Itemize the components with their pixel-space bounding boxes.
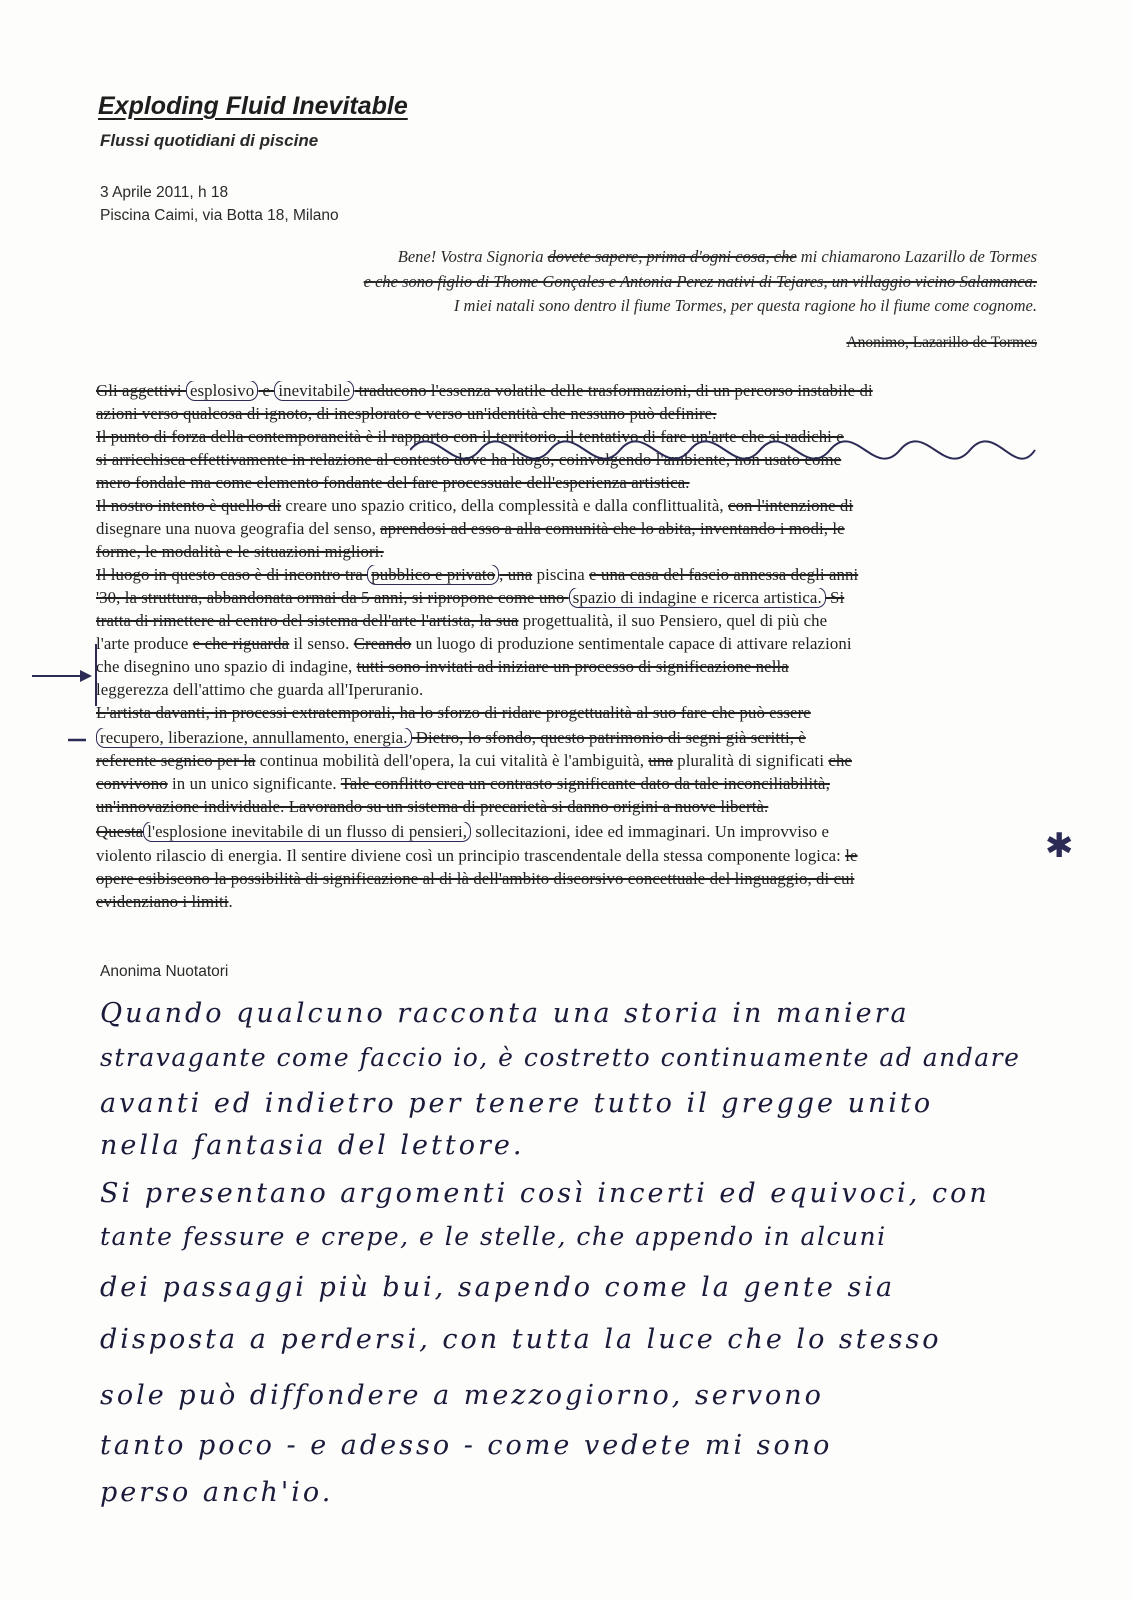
body-text: progettualità, il suo Pensiero, quel di più che: [518, 611, 828, 630]
margin-dash-icon: [66, 730, 90, 750]
body-line-11: [96, 611, 1036, 631]
struck-text: dovete sapere, prima d'ogni cosa, che: [547, 247, 797, 266]
struck-text: e: [258, 381, 275, 400]
asterisk-icon: ✱: [1045, 826, 1074, 866]
struck-text: Dietro, lo sfondo, questo patrimonio di segni già scritti, è: [411, 728, 806, 747]
circled-word: inevitabile: [274, 381, 354, 401]
body-text: piscina: [532, 565, 590, 584]
event-place: Piscina Caimi, via Botta 18, Milano: [100, 207, 339, 224]
body-line-21: [96, 846, 1036, 866]
body-text: in un unico significante.: [167, 774, 341, 793]
body-text: il senso.: [289, 634, 354, 653]
body-line-04: si arricchisca effettivamente in relazione al contesto dove ha luogo, coinvolgendo l'ambiente, non usato come: [96, 450, 842, 469]
handwritten-line-11: perso anch'io.: [100, 1477, 334, 1508]
handwritten-line-6: tante fessure e crepe, e le stelle, che appendo in alcuni: [100, 1222, 887, 1251]
struck-text: '30, la struttura, abbandonata ormai da 5 anni, si ripropone come uno: [96, 588, 569, 607]
body-line-22: opere esibiscono la possibilità di significazione al di là dell'ambito discorsivo concettuale del linguaggio, di cui: [96, 869, 855, 888]
body-line-14: leggerezza dell'attimo che guarda all'Iperuranio.: [96, 680, 424, 699]
body-line-02: azioni verso qualcosa di ignoto, di inesplorato e verso un'identità che nessuno può definire.: [96, 404, 717, 423]
circled-word: esplosivo: [186, 381, 258, 401]
body-line-05: mero fondale ma come elemento fondante del fare processuale dell'esperienza artistica.: [96, 473, 690, 492]
handwritten-line-5: Si presentano argomenti così incerti ed equivoci, con: [100, 1178, 990, 1209]
struck-text: Si: [825, 588, 845, 607]
struck-text: le: [845, 846, 858, 865]
body-line-20: [96, 822, 1036, 842]
struck-text: Il luogo in questo caso è di incontro tra: [96, 565, 368, 584]
body-text: continua mobilità dell'opera, la cui vitalità è l'ambiguità,: [255, 751, 649, 770]
body-line-15: L'artista davanti, in processi extratemporali, ha lo sforzo di ridare progettualità al suo fare che può essere: [96, 703, 811, 722]
body-text: disegnare una nuova geografia del senso,: [96, 519, 381, 538]
struck-text: evidenziano i limiti: [96, 892, 229, 911]
handwritten-line-9: sole può diffondere a mezzogiorno, servono: [100, 1380, 824, 1411]
handwritten-line-4: nella fantasia del lettore.: [100, 1130, 525, 1161]
epigraph-line-1: [398, 247, 1037, 267]
body-line-01: [96, 381, 1036, 401]
struck-text: convivono: [96, 774, 168, 793]
epigraph-text: Bene! Vostra Signoria: [397, 247, 548, 266]
struck-text: tratta di rimettere al centro del sistema dell'arte l'artista, la sua: [96, 611, 519, 630]
struck-text: , una: [499, 565, 533, 584]
epigraph-line-3: I miei natali sono dentro il fiume Tormes, per questa ragione ho il fiume come cognome.: [453, 296, 1037, 315]
struck-text: tutti sono invitati ad iniziare un processo di significazione nella: [356, 657, 789, 676]
body-text: sollecitazioni, idee ed immaginari. Un improvviso e: [471, 822, 830, 841]
body-text: l'arte produce: [96, 634, 193, 653]
struck-text: Tale conflitto crea un contrasto significante dato da tale inconciliabilità,: [340, 774, 830, 793]
scribble-mark-icon: [410, 410, 1040, 490]
body-text: creare uno spazio critico, della complessità e dalla conflittualità,: [281, 496, 729, 515]
body-line-10: [96, 588, 1036, 608]
struck-text: una: [648, 751, 673, 770]
struck-text: e che riguarda: [192, 634, 290, 653]
handwritten-line-3: avanti ed indietro per tenere tutto il gregge unito: [100, 1088, 934, 1119]
body-text: .: [228, 892, 233, 911]
handwritten-line-2: stravagante come faccio io, è costretto continuamente ad andare: [100, 1043, 1021, 1072]
circled-phrase: l'esplosione inevitabile di un flusso di pensieri,: [143, 822, 471, 842]
circled-phrase: recupero, liberazione, annullamento, energia.: [96, 728, 412, 748]
body-line-13: [96, 657, 1036, 677]
struck-text: Creando: [353, 634, 412, 653]
struck-text: che: [828, 751, 852, 770]
struck-text: Gli aggettivi: [96, 381, 186, 400]
body-line-08: forme, le modalità e le situazioni migliori.: [96, 542, 384, 561]
body-line-18: [96, 774, 1036, 794]
struck-text: referente segnico per la: [96, 751, 256, 770]
margin-arrow-icon: [28, 640, 98, 710]
document-title: Exploding Fluid Inevitable: [98, 92, 408, 120]
handwritten-line-7: dei passaggi più bui, sapendo come la gente sia: [100, 1272, 896, 1303]
circled-word: pubblico e privato: [367, 565, 499, 585]
body-line-16: [96, 728, 1036, 748]
circled-word: spazio di indagine e ricerca artistica.: [569, 588, 826, 608]
struck-text: e una casa del fascio annessa degli anni: [589, 565, 859, 584]
epigraph-attribution: Anonimo, Lazarillo de Tormes: [846, 334, 1037, 351]
body-line-06: [96, 496, 1036, 516]
handwritten-line-8: disposta a perdersi, con tutta la luce che lo stesso: [100, 1324, 942, 1355]
struck-text: Questa: [96, 822, 144, 841]
event-date: 3 Aprile 2011, h 18: [100, 184, 229, 201]
body-text: che disegnino uno spazio di indagine,: [96, 657, 357, 676]
body-text: pluralità di significati: [672, 751, 829, 770]
body-line-12: [96, 634, 1036, 654]
document-subtitle: Flussi quotidiani di piscine: [100, 131, 319, 150]
body-text: violento rilascio di energia. Il sentire diviene così un principio trascendentale della stessa componente logica:: [96, 846, 846, 865]
struck-text: aprendosi ad esso a alla comunità che lo abita, inventando i modi, le: [380, 519, 845, 538]
body-line-23: [96, 892, 1036, 912]
body-line-09: [96, 565, 1036, 585]
body-line-19: un'innovazione individuale. Lavorando su un sistema di precarietà si danno origini a nuove libertà.: [96, 797, 769, 816]
body-text: un luogo di produzione sentimentale capace di attivare relazioni: [411, 634, 852, 653]
signature: Anonima Nuotatori: [100, 963, 229, 980]
struck-text: traducono l'essenza volatile delle trasformazioni, di un percorso instabile di: [354, 381, 873, 400]
struck-text: Il nostro intento è quello di: [96, 496, 282, 515]
body-line-07: [96, 519, 1036, 539]
struck-text: con l'intenzione di: [728, 496, 854, 515]
handwritten-line-10: tanto poco - e adesso - come vedete mi sono: [100, 1430, 833, 1461]
epigraph-text: mi chiamarono Lazarillo de Tormes: [796, 247, 1037, 266]
body-line-03: Il punto di forza della contemporaneità è il rapporto con il territorio, il tentativo di fare un'arte che si radichi e: [96, 427, 844, 446]
handwritten-line-1: Quando qualcuno racconta una storia in maniera: [100, 998, 910, 1029]
epigraph-line-2: e che sono figlio di Thome Gonçales e Antonia Perez nativi di Tejares, un villaggio vicino Salamanca.: [363, 272, 1037, 291]
body-line-17: [96, 751, 1036, 771]
